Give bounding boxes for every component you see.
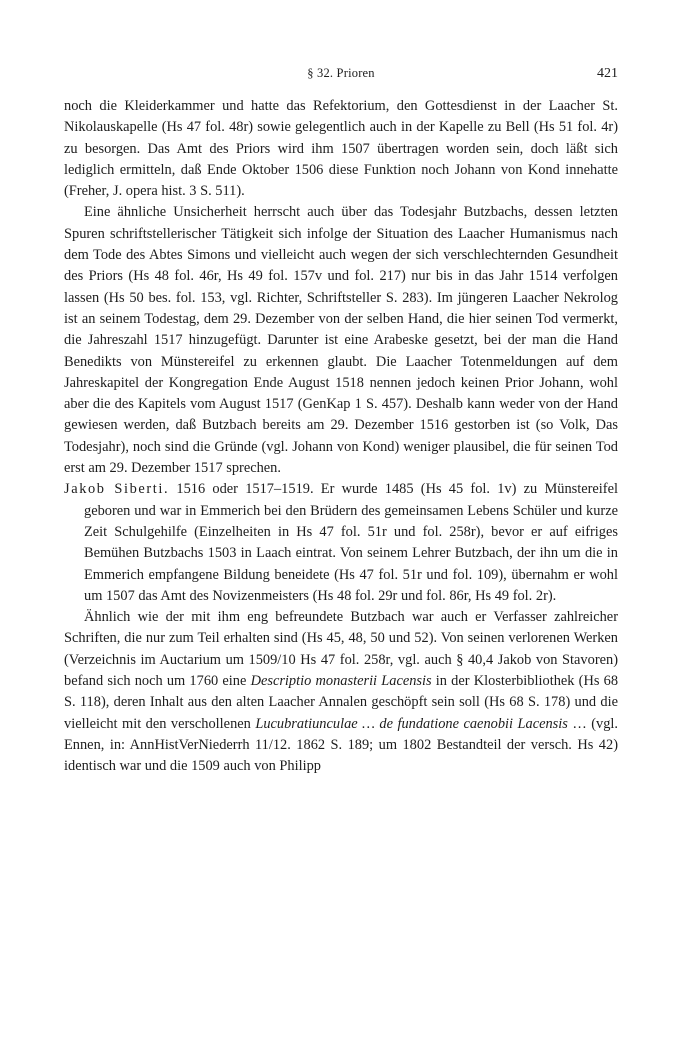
entry-text: 1516 oder 1517–1519. Er wurde 1485 (Hs 45 fol. 1v) zu Münstereifel geboren und war in Emmerich bei den Brüdern des gemeinsamen Lebens Schüler und kurze Zeit Schulgehilfe (Einzelheiten in Hs 47 fol. 51r und fol. 258r), bevor er auf eifriges Bemühen Butzbachs 1503 in Laach eintrat. Von seinem Lehrer Butzbach, der ihn um die in Emmerich empfangene Bildung beneidete (Hs 47 fol. 51r und fol. 109), übernahm er wohl um 1507 das Amt des Novizenmeisters (Hs 48 fol. 29r und fol. 86r, Hs 49 fol. 2r). — [84, 481, 618, 604]
writings-text-2: in der Klosterbibliothek (Hs 68 S. 118), deren Inhalt aus den alten Laacher Annalen geschöpft sein soll (Hs 68 S. 178) und die vielleicht mit den verschollenen — [64, 673, 619, 732]
entry-name: Jakob Siberti. — [64, 481, 170, 498]
page-number: 421 — [597, 66, 618, 81]
section-heading: § 32. Prioren — [307, 66, 375, 80]
paragraph-butzbach-death: Eine ähnliche Unsicherheit herrscht auch über das Todesjahr Butzbachs, dessen letzten Spuren schriftstellerischer Tätigkeit sich infolge der Situation des Laacher Humanismus nach dem Tode des Abtes Simons und vielleicht auch wegen der sich verschlechternden Gesundheit des Priors (Hs 48 fol. 46r, Hs 49 fol. 157v und fol. 217) nur bis in das Jahr 1514 verfolgen lassen (Hs 50 bes. fol. 153, vgl. Richter, Schriftsteller S. 283). Im jüngeren Laacher Nekrolog ist an seinem Todestag, dem 29. Dezember von der selben Hand, die hier seinen Tod vermerkt, die Jahreszahl 1517 hinzugefügt. Darunter ist eine Arabeske gesetzt, bei der man die Hand Benedikts von Münstereifel zu erkennen glaubt. Die Laacher Totenmeldungen auf dem Jahreskapitel der Kongregation Ende August 1518 nennen jedoch keinen Prior Johann, wohl aber die des Kapitels vom August 1517 (GenKap 1 S. 457). Deshalb kann weder von der Hand gewiesen werden, daß Butzbach bereits am 29. Dezember 1516 gestorben ist (so Volk, Das Todesjahr), noch sind die Gründe (vgl. Johann von Kond) weniger plausibel, die für seinen Tod erst am 29. Dezember 1517 sprechen. — [64, 204, 618, 477]
body-text — [64, 96, 618, 778]
writings-text-1: Ähnlich wie der mit ihm eng befreundete Butzbach war auch er Verfasser zahlreicher Schriften, die nur zum Teil erhalten sind (Hs 45, 48, 50 und 52). Von seinen verlorenen Werken (Verzeichnis im Auctarium um 1509/10 Hs 47 fol. 258r, vgl. auch § 40,4 Jakob von Stavoren) befand sich noch um 1760 eine — [64, 609, 618, 690]
paragraph-continuation: noch die Kleiderkammer und hatte das Refektorium, den Gottesdienst in der Laacher St. Nikolauskapelle (Hs 47 fol. 48r) sowie gelegentlich auch in der Kapelle zu Bell (Hs 51 fol. 4r) zu besorgen. Das Amt des Priors wird ihm 1507 übertragen worden sein, doch läßt sich lediglich ermitteln, daß Ende Oktober 1506 diese Funktion noch Johann von Kond innehatte (Freher, J. opera hist. 3 S. 511). — [64, 98, 618, 200]
work-title-descriptio: Descriptio monasterii Lacensis — [250, 673, 432, 690]
work-title-lucubratiunculae: Lucubratiunculae … de fundatione caenobii Lacensis — [255, 715, 568, 732]
running-head — [64, 66, 618, 86]
entry-jakob-siberti — [64, 479, 618, 607]
paragraph-writings — [64, 607, 618, 777]
writings-text-3: … (vgl. Ennen, in: AnnHistVerNiederrh 11/12. 1862 S. 189; um 1802 Bestandteil der versch. Hs 42) identisch war und die 1509 auch von Philipp — [64, 715, 618, 775]
